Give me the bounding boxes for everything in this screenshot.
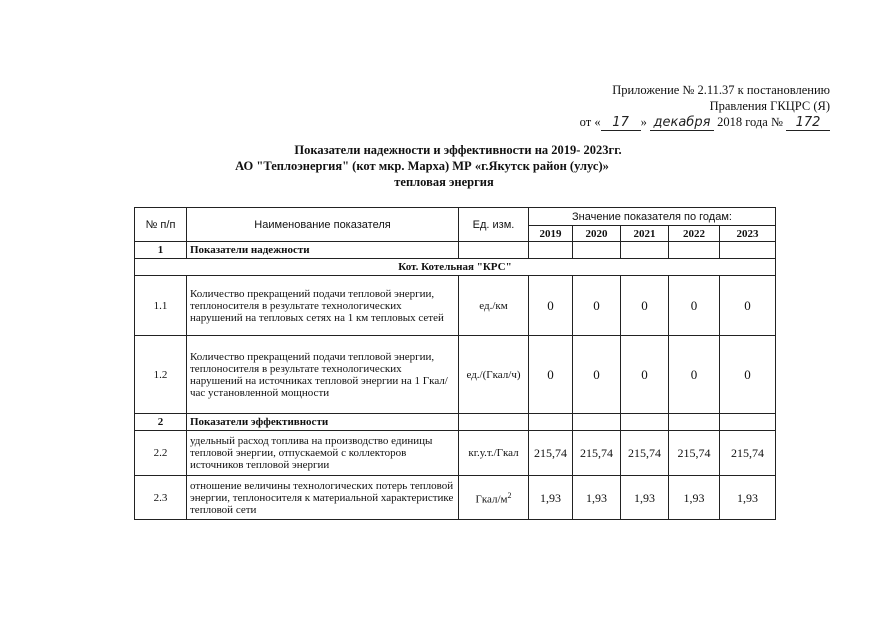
header-year-2019: 2019 <box>529 226 573 242</box>
date-year-text: 2018 года № <box>717 115 783 129</box>
row-value: 0 <box>573 276 621 336</box>
row-num: 1.1 <box>135 276 187 336</box>
row-value: 215,74 <box>621 431 669 476</box>
row-value: 0 <box>669 276 720 336</box>
row-value: 1,93 <box>529 476 573 520</box>
header-year-2021: 2021 <box>621 226 669 242</box>
handwritten-number: 172 <box>786 116 830 131</box>
row-num: 1.2 <box>135 336 187 414</box>
row-value: 0 <box>529 276 573 336</box>
header-unit: Ед. изм. <box>459 208 529 242</box>
section-num: 1 <box>135 242 187 259</box>
header-year-2020: 2020 <box>573 226 621 242</box>
header-values-by-year: Значение показателя по годам: <box>529 208 776 226</box>
handwritten-month: декабря <box>650 116 714 131</box>
document-header <box>580 82 830 131</box>
date-prefix: от « <box>579 115 601 129</box>
section-row-efficiency <box>135 414 776 431</box>
row-value: 1,93 <box>669 476 720 520</box>
title-line-3: тепловая энергия <box>394 175 494 189</box>
row-value: 215,74 <box>720 431 776 476</box>
subsection-row-boiler <box>135 259 776 276</box>
row-value: 215,74 <box>669 431 720 476</box>
header-line-appendix: Приложение № 2.11.37 к постановлению <box>612 83 830 97</box>
title-line-1: Показатели надежности и эффективности на 2019- 2023гг. <box>294 143 622 157</box>
table-row <box>135 476 776 520</box>
row-name: Количество прекращений подачи тепловой энергии, теплоносителя в результате технологических нарушений на источниках тепловой энергии на 1 Гкал/час установленной мощности <box>187 336 459 414</box>
date-between: » <box>640 115 647 129</box>
title-line-2: АО "Теплоэнергия" (кот мкр. Марха) МР «г.Якутск район (улус)» <box>235 159 609 173</box>
table-row <box>135 336 776 414</box>
table-row <box>135 431 776 476</box>
row-value: 215,74 <box>573 431 621 476</box>
row-name: удельный расход топлива на производство единицы тепловой энергии, отпускаемой с коллекторов источников тепловой энергии <box>187 431 459 476</box>
row-value: 0 <box>621 276 669 336</box>
header-name: Наименование показателя <box>187 208 459 242</box>
row-value: 1,93 <box>621 476 669 520</box>
header-year-2023: 2023 <box>720 226 776 242</box>
indicators-table <box>134 207 776 520</box>
row-num: 2.3 <box>135 476 187 520</box>
row-value: 1,93 <box>573 476 621 520</box>
header-num: № п/п <box>135 208 187 242</box>
row-name: Количество прекращений подачи тепловой энергии, теплоносителя в результате технологических нарушений на тепловых сетях на 1 км тепловых сетей <box>187 276 459 336</box>
row-num: 2.2 <box>135 431 187 476</box>
section-num: 2 <box>135 414 187 431</box>
unit-superscript: 2 <box>507 490 512 500</box>
row-value: 0 <box>573 336 621 414</box>
row-unit: ед./(Гкал/ч) <box>459 336 529 414</box>
row-unit <box>459 476 529 520</box>
subsection-label: Кот. Котельная "КРС" <box>135 259 776 276</box>
row-value: 0 <box>529 336 573 414</box>
section-label: Показатели надежности <box>187 242 459 259</box>
row-value: 0 <box>720 336 776 414</box>
handwritten-day: 17 <box>601 116 641 131</box>
row-unit: ед./км <box>459 276 529 336</box>
header-line-date <box>580 114 830 131</box>
row-value: 1,93 <box>720 476 776 520</box>
row-value: 0 <box>621 336 669 414</box>
row-name: отношение величины технологических потерь тепловой энергии, теплоносителя к материальной характеристике тепловой сети <box>187 476 459 520</box>
document-title <box>0 142 888 190</box>
header-line-board: Правления ГКЦРС (Я) <box>709 99 830 113</box>
section-label: Показатели эффективности <box>187 414 459 431</box>
row-value: 0 <box>720 276 776 336</box>
table-row <box>135 276 776 336</box>
table-header-row-1 <box>135 208 776 226</box>
row-value: 0 <box>669 336 720 414</box>
section-row-reliability <box>135 242 776 259</box>
row-unit: кг.у.т./Гкал <box>459 431 529 476</box>
row-value: 215,74 <box>529 431 573 476</box>
unit-base: Гкал/м <box>475 493 508 506</box>
header-year-2022: 2022 <box>669 226 720 242</box>
